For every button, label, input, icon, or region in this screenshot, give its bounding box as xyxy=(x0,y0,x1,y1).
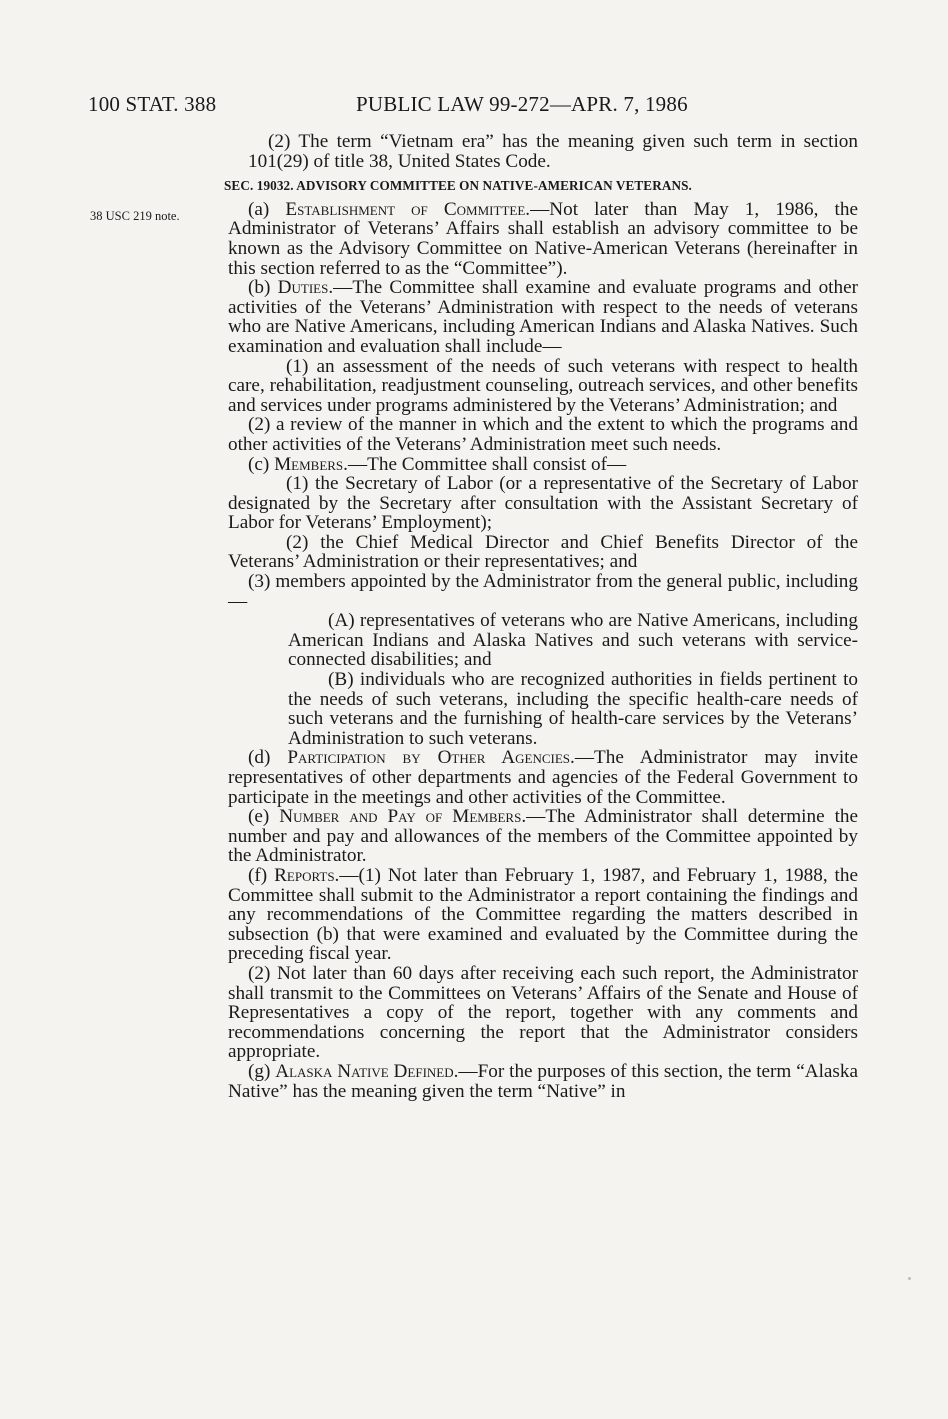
subsection-f-label: (f) xyxy=(248,864,275,886)
subsection-e xyxy=(228,807,858,866)
paragraph-f2: (2) Not later than 60 days after receiving each such report, the Administrator shall transmit to the Committees on Veterans’ Affairs of the Senate and House of Representatives a copy of the report, together with any comments and recommendations concerning the report that the Administrator considers appropriate. xyxy=(228,962,858,1063)
paragraph-b2: (2) a review of the manner in which and the extent to which the programs and other activities of the Veterans’ Administration meet such needs. xyxy=(228,414,858,455)
paragraph-vietnam-era: (2) The term “Vietnam era” has the meaning given such term in section 101(29) of title 38, United States Code. xyxy=(248,131,858,172)
subsection-b-heading: Duties. xyxy=(277,277,334,299)
subsection-a-heading: Establishment of Committee. xyxy=(285,198,531,220)
subsection-e-heading: Number and Pay of Members. xyxy=(279,806,527,828)
margin-note-usc: 38 USC 219 note. xyxy=(90,209,180,223)
subsection-g-heading: Alaska Native Defined. xyxy=(275,1060,459,1082)
subsection-f-heading: Reports. xyxy=(274,864,340,886)
subsection-c-heading: Members. xyxy=(274,453,348,475)
subsection-e-text: —The Administrator shall determine the number and pay and allowances of the members of the Committee appointed by the Administrator. xyxy=(228,806,859,867)
subsection-c xyxy=(228,455,858,475)
subsection-b-label: (b) xyxy=(248,277,278,299)
law-title: PUBLIC LAW 99-272—APR. 7, 1986 xyxy=(356,92,688,116)
body-text xyxy=(224,131,859,1102)
paragraph-b1: (1) an assessment of the needs of such veterans with respect to health care, rehabilitation, readjustment counseling, outreach services, and other benefits and services under programs administered by the Veterans’ Administration; and xyxy=(228,355,858,416)
stat-citation: 100 STAT. 388 xyxy=(88,92,217,116)
paragraph-c1: (1) the Secretary of Labor (or a representative of the Secretary of Labor designated by the Secretary after consultation with the Assistant Secretary of Labor for Veterans’ Employment); xyxy=(228,473,858,534)
paragraph-c2: (2) the Chief Medical Director and Chief Benefits Director of the Veterans’ Administration or their representatives; and xyxy=(228,531,858,573)
subsection-g-label: (g) xyxy=(248,1060,276,1082)
paragraph-c3: (3) members appointed by the Administrator from the general public, including— xyxy=(228,571,858,612)
subsection-d-heading: Participation by Other Agencies. xyxy=(287,747,575,769)
scan-speck xyxy=(908,1277,911,1280)
paragraph-c3-A: (A) representatives of veterans who are Native Americans, including American Indians and Alaska Natives and such veterans with service-connected disabilities; and xyxy=(288,610,858,671)
subsection-b xyxy=(228,278,858,356)
subsection-e-label: (e) xyxy=(248,806,280,828)
subsection-d xyxy=(228,748,858,807)
subsection-b-text: —The Committee shall examine and evaluate programs and other activities of the Veterans’ Administration with respect to the needs of veterans who are Native Americans, including American Indians and Alaska Natives. Such examination and evaluation shall include— xyxy=(228,277,858,357)
subsection-f-text: —(1) Not later than February 1, 1987, and February 1, 1988, the Committee shall submit to the Administrator a report containing the findings and any recommendations of the Committee regarding the matters described in subsection (b) that were examined and evaluated by the Committee during the preceding fiscal year. xyxy=(228,864,859,965)
subsection-a-label: (a) xyxy=(248,198,286,220)
subsection-a xyxy=(228,200,858,278)
subsection-d-label: (d) xyxy=(248,747,288,769)
subsection-c-label: (c) xyxy=(248,453,275,475)
subsection-a-text: —Not later than May 1, 1986, the Administrator of Veterans’ Affairs shall establish an advisory committee to be known as the Advisory Committee on Native-American Veterans (hereinafter in this section referred to as the “Committee”). xyxy=(228,198,858,279)
subsection-g xyxy=(228,1062,858,1101)
subsection-g-text: —For the purposes of this section, the term “Alaska Native” has the meaning given the term “Native” in xyxy=(228,1060,859,1102)
section-heading: SEC. 19032. ADVISORY COMMITTEE ON NATIVE-AMERICAN VETERANS. xyxy=(224,178,692,194)
subsection-c-text: —The Committee shall consist of— xyxy=(347,453,627,475)
subsection-d-text: —The Administrator may invite representatives of other departments and agencies of the Federal Government to participate in the meetings and other activities of the Committee. xyxy=(228,747,859,808)
paragraph-c3-B: (B) individuals who are recognized authorities in fields pertinent to the needs of such veterans, including the specific health-care needs of such veterans and the furnishing of health-care services by the Veterans’ Administration to such veterans. xyxy=(288,669,858,749)
subsection-f xyxy=(228,866,858,964)
